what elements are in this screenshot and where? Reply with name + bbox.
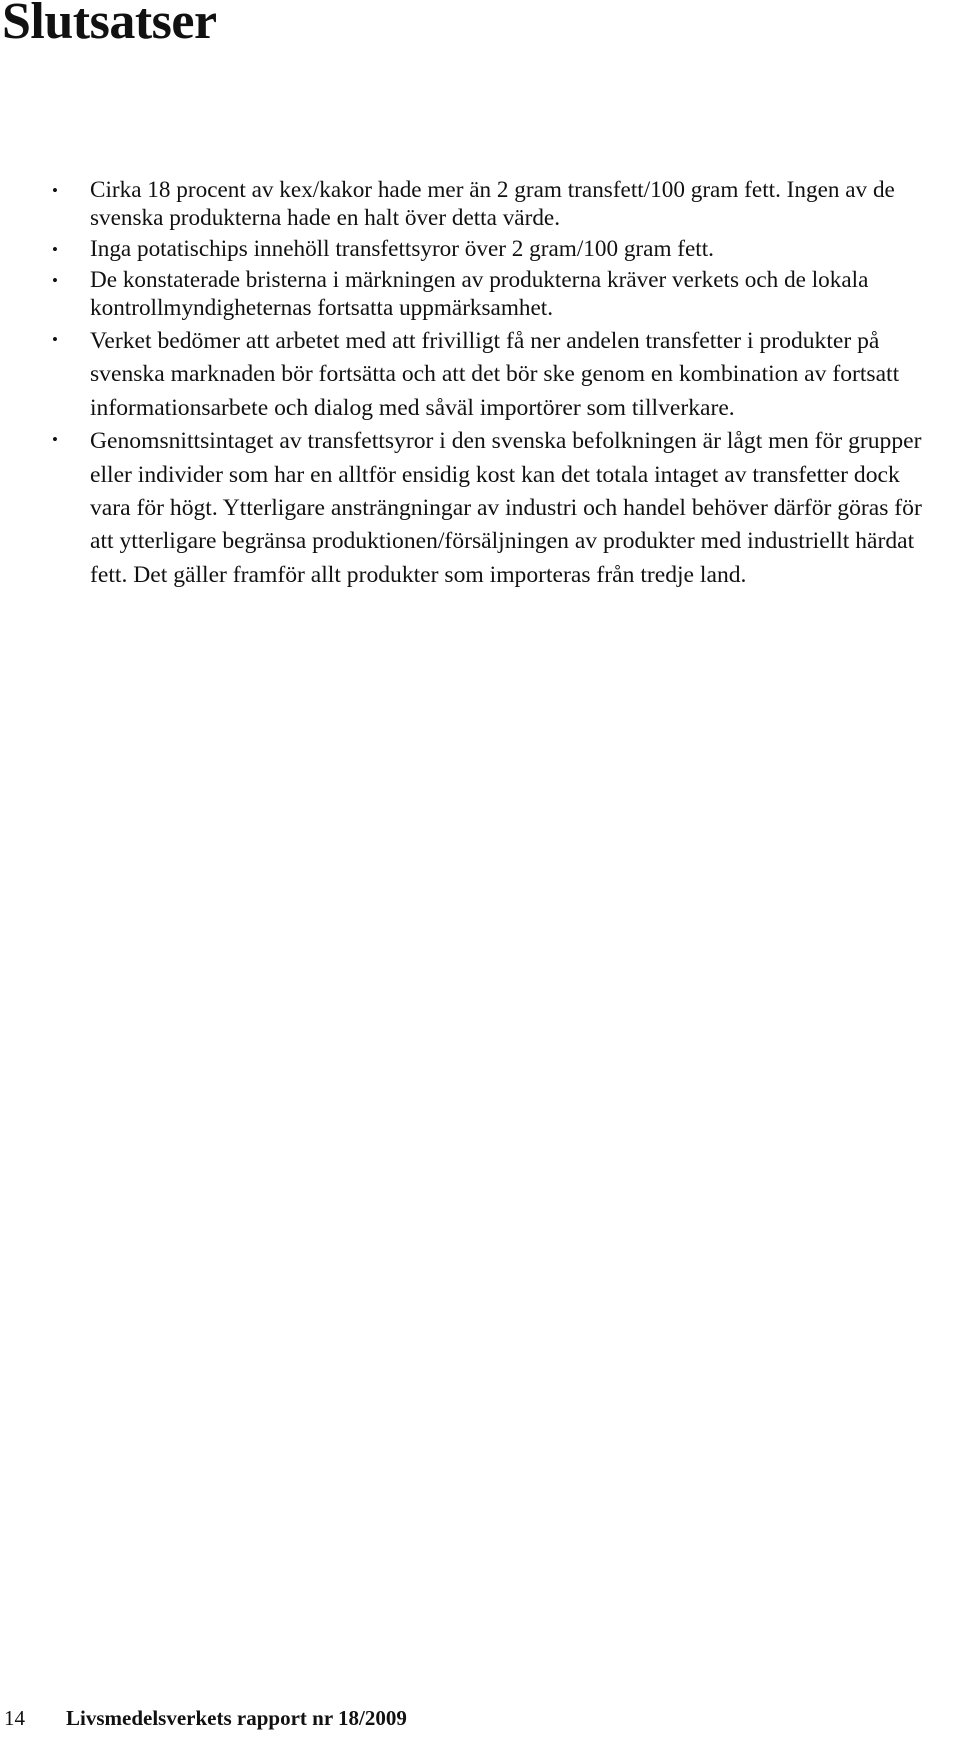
list-item-text: Cirka 18 procent av kex/kakor hade mer än 2 gram transfett/100 gram fett. Ingen av de svenska produkterna hade en halt över detta värde. <box>90 177 895 231</box>
list-item <box>52 266 932 322</box>
list-item <box>52 235 932 263</box>
list-item <box>52 425 932 592</box>
page-footer <box>0 1705 407 1731</box>
page-title: Slutsatser <box>2 0 217 50</box>
bullet-icon: • <box>52 430 58 450</box>
list-item-text: Genomsnittsintaget av transfettsyror i den svenska befolkningen är lågt men för grupper eller individer som har en alltför ensidig kost kan det totala intaget av transfetter dock vara för högt. Ytterligare ansträngningar av industri och handel behöver därför göras för att ytterligare begränsa produktionen/försäljningen av produkter med industriellt härdat fett. Det gäller framför allt produkter som importeras från tredje land. <box>90 428 922 588</box>
conclusions-list <box>52 176 932 592</box>
list-item <box>52 325 932 425</box>
bullet-icon: • <box>52 271 58 290</box>
page-number: 14 <box>4 1706 25 1730</box>
list-item <box>52 176 932 232</box>
bullet-icon: • <box>52 181 58 200</box>
bullet-icon: • <box>52 330 58 349</box>
bullet-icon: • <box>52 240 58 259</box>
list-item-text: Verket bedömer att arbetet med att frivilligt få ner andelen transfetter i produkter på svenska marknaden bör fortsätta och att det bör ske genom en kombination av fortsatt informationsarbete och dialog med såväl importörer som tillverkare. <box>90 328 900 421</box>
report-title: Livsmedelsverkets rapport nr 18/2009 <box>66 1706 407 1730</box>
list-item-text: De konstaterade bristerna i märkningen av produkterna kräver verkets och de lokala kontrollmyndigheternas fortsatta uppmärksamhet. <box>90 267 869 321</box>
list-item-text: Inga potatischips innehöll transfettsyror över 2 gram/100 gram fett. <box>90 236 714 262</box>
